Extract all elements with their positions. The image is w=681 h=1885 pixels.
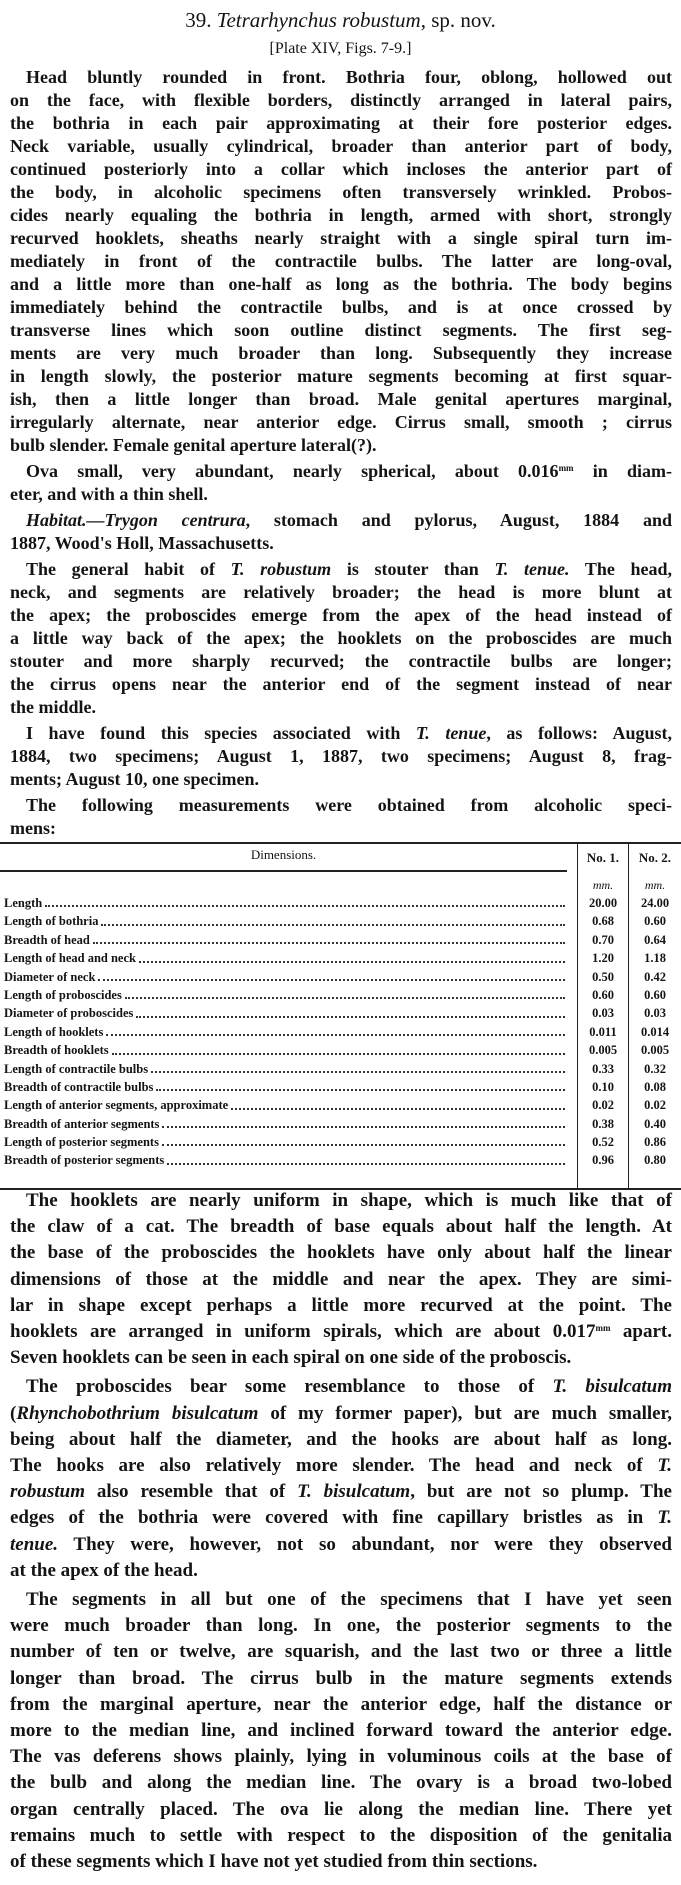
- table-row: [0, 894, 681, 912]
- text-run: the body, in alcoholic specimens often transversely wrinkled. Probos-: [10, 182, 672, 202]
- text-line: [10, 460, 672, 483]
- text-line: [10, 135, 672, 158]
- value-no1: 0.02: [577, 1096, 628, 1114]
- text-line: [10, 1345, 672, 1371]
- dot-leader: [167, 1151, 565, 1164]
- value-no1: 0.005: [577, 1041, 628, 1059]
- text-run: Seven hooklets can be seen in each spiral on one side of the proboscis.: [10, 1347, 572, 1369]
- dimension-label: Length of proboscides: [4, 987, 122, 1002]
- header-dimensions: Dimensions.: [0, 844, 567, 872]
- value-no2: 24.00: [628, 894, 681, 912]
- value-no2: 0.40: [628, 1115, 681, 1133]
- dimension-label: Length of posterior segments: [4, 1135, 159, 1150]
- text-line: [10, 650, 672, 673]
- text-line: [10, 319, 672, 342]
- text-line: [10, 273, 672, 296]
- table-row: [0, 931, 681, 949]
- text-run: ments; August 10, one specimen.: [10, 769, 260, 789]
- units-row: [0, 872, 681, 894]
- text-line: [10, 66, 672, 89]
- unit-no2: mm.: [628, 872, 681, 894]
- text-run: stouter and more sharply recurved; the contractile bulbs are longer;: [10, 651, 672, 671]
- value-no1: 0.38: [577, 1115, 628, 1133]
- value-no1: 0.011: [577, 1023, 628, 1041]
- unit-superscript: mm: [558, 463, 574, 473]
- table-row: [0, 1004, 681, 1022]
- text-run: 1884, two specimens; August 1, 1887, two specimens; August 8, frag-: [10, 746, 672, 766]
- value-no1: 0.96: [577, 1151, 628, 1169]
- text-run: hooklets are arranged in uniform spirals, which are about 0.017: [10, 1321, 596, 1343]
- text-line: [10, 1293, 672, 1319]
- text-run: The head,: [569, 559, 672, 579]
- dot-leader: [162, 1115, 565, 1128]
- dimension-label: Length of anterior segments, approximate: [4, 1098, 229, 1113]
- text-run: The proboscides bear some resemblance to those of: [26, 1376, 553, 1398]
- value-no2: 0.03: [628, 1004, 681, 1022]
- text-line: [10, 411, 672, 434]
- italic-text: T. tenue: [415, 723, 487, 743]
- text-run: I have found this species associated with: [26, 723, 416, 743]
- plate-reference: [Plate XIV, Figs. 7-9.]: [269, 40, 412, 57]
- paragraph: [10, 66, 672, 457]
- value-no2: 0.32: [628, 1060, 681, 1078]
- table-row: [0, 1023, 681, 1041]
- text-run: the base of the proboscides the hooklets have only about half the linear: [10, 1242, 672, 1264]
- unit-no1: mm.: [577, 872, 628, 894]
- text-line: [10, 1718, 672, 1744]
- text-run: mediately in front of the contractile bulbs. The latter are long-oval,: [10, 251, 672, 271]
- text-run: The vas deferens shows plainly, lying in voluminous coils at the base of: [10, 1746, 672, 1768]
- value-no1: 0.50: [577, 968, 628, 986]
- text-line: [10, 1639, 672, 1665]
- text-line: [10, 1214, 672, 1240]
- text-line: [10, 1692, 672, 1718]
- dimension-label: Breadth of anterior segments: [4, 1116, 160, 1131]
- text-line: [10, 509, 672, 532]
- text-line: [10, 1374, 672, 1400]
- paragraph: [10, 1188, 672, 1371]
- text-run: dimensions of those at the middle and near the apex. They are simi-: [10, 1268, 672, 1290]
- value-no2: 0.60: [628, 912, 681, 930]
- text-run: being about half the diameter, and the hooks are about half as long.: [10, 1428, 672, 1450]
- paragraph: [10, 509, 672, 555]
- text-run: edges of the bothria were covered with fine capillary bristles as in: [10, 1507, 658, 1529]
- table-row: [0, 1133, 681, 1151]
- paragraph: [10, 558, 672, 719]
- table-row: [0, 1060, 681, 1078]
- paragraph: [10, 1587, 672, 1875]
- value-no2: 1.18: [628, 949, 681, 967]
- text-line: [10, 1479, 672, 1505]
- text-run: the apex; the proboscides emerge from the apex of the head instead of: [10, 605, 672, 625]
- paragraph: [10, 1374, 672, 1584]
- text-line: [10, 604, 672, 627]
- text-run: the bulb and along the median line. The ovary is a broad two-lobed: [10, 1772, 672, 1794]
- text-line: [10, 817, 672, 840]
- table-row: [0, 1096, 681, 1114]
- italic-text: T. bisulcatum: [297, 1481, 411, 1503]
- text-run: mens:: [10, 818, 56, 838]
- table-header: [0, 844, 681, 872]
- value-no2: 0.014: [628, 1023, 681, 1041]
- italic-text: T.: [657, 1455, 672, 1477]
- text-line: [10, 1505, 672, 1531]
- text-line: [10, 1267, 672, 1293]
- header-no2: No. 2.: [628, 844, 681, 872]
- text-run: continued posteriorly into a collar which incloses the anterior part of: [10, 159, 672, 179]
- text-run: The segments in all but one of the specimens that I have yet seen: [26, 1589, 672, 1611]
- dot-leader: [162, 1133, 565, 1146]
- text-line: [10, 250, 672, 273]
- text-line: [10, 768, 672, 791]
- value-no1: 0.68: [577, 912, 628, 930]
- paragraph: [10, 722, 672, 791]
- text-line: [10, 1188, 672, 1214]
- dimension-label: Length: [4, 896, 43, 910]
- text-run: on the face, with flexible borders, distinctly arranged in lateral pairs,: [10, 90, 672, 110]
- text-run: the middle.: [10, 697, 97, 717]
- text-run: longer than broad. The cirrus bulb in the mature segments extends: [10, 1667, 672, 1689]
- text-run: were much broader than long. In one, the posterior segments to the: [10, 1615, 672, 1637]
- dot-leader: [139, 949, 565, 962]
- text-run: bulb slender. Female genital aperture lateral(?).: [10, 435, 377, 455]
- text-run: Ova small, very abundant, nearly spherical, about 0.016: [26, 461, 559, 481]
- text-run: , stomach and pylorus, August, 1884 and: [245, 510, 672, 530]
- unit-superscript: mm: [595, 1323, 611, 1334]
- species-name: Tetrarhynchus robustum: [216, 8, 421, 32]
- table-row: [0, 968, 681, 986]
- table-row: [0, 1115, 681, 1133]
- value-no2: 0.005: [628, 1041, 681, 1059]
- text-line: [10, 296, 672, 319]
- text-line: [10, 89, 672, 112]
- table-row: [0, 1078, 681, 1096]
- text-line: [10, 1797, 672, 1823]
- text-line: [10, 1532, 672, 1558]
- paragraph: [10, 794, 672, 840]
- dimension-label: Length of head and neck: [4, 951, 136, 966]
- text-line: [10, 204, 672, 227]
- text-run: a little way back of the apex; the hooklets on the proboscides are much: [10, 628, 672, 648]
- text-line: [10, 1427, 672, 1453]
- text-run: of these segments which I have not yet studied from thin sections.: [10, 1851, 538, 1873]
- value-no2: 0.86: [628, 1133, 681, 1151]
- dot-leader: [125, 986, 565, 999]
- value-no2: 0.42: [628, 968, 681, 986]
- text-line: [10, 532, 672, 555]
- text-run: in diam-: [573, 461, 673, 481]
- text-line: [10, 1240, 672, 1266]
- value-no1: 0.33: [577, 1060, 628, 1078]
- italic-text: T.: [657, 1507, 672, 1529]
- text-line: [10, 1587, 672, 1613]
- text-run: remains much to settle with respect to the disposition of the genitalia: [10, 1824, 672, 1846]
- text-run: 1887, Wood's Holl, Massachusetts.: [10, 533, 274, 553]
- text-run: organ centrally placed. The ova lie along the median line. There yet: [10, 1798, 672, 1820]
- text-run: (: [10, 1402, 17, 1424]
- dot-leader: [98, 968, 565, 981]
- text-run: more to the median line, and inclined forward toward the anterior edge.: [10, 1720, 672, 1742]
- text-run: apart.: [610, 1321, 673, 1343]
- text-run: ish, then a little longer than broad. Male genital apertures marginal,: [10, 389, 672, 409]
- dimension-label: Breadth of posterior segments: [4, 1153, 165, 1168]
- species-number: 39.: [185, 8, 212, 32]
- text-line: [10, 1770, 672, 1796]
- paragraph: [10, 460, 672, 506]
- italic-text: Habitat.—Trygon centrura: [26, 510, 246, 530]
- measurements-table: [0, 842, 681, 1190]
- text-run: The hooklets are nearly uniform in shape, which is much like that of: [26, 1190, 672, 1211]
- text-run: The following measurements were obtained from alcoholic speci-: [26, 795, 672, 815]
- text-run: transverse lines which soon outline distinct segments. The first seg-: [10, 320, 672, 340]
- text-run: the bothria in each pair approximating at their fore posterior edges.: [10, 113, 672, 133]
- text-run: is stouter than: [331, 559, 495, 579]
- text-line: [10, 745, 672, 768]
- dimension-label: Length of hooklets: [4, 1024, 104, 1039]
- text-line: [10, 388, 672, 411]
- dimension-label: Breadth of contractile bulbs: [4, 1079, 154, 1094]
- text-run: the claw of a cat. The breadth of base equals about half the length. At: [10, 1216, 672, 1238]
- text-line: [10, 158, 672, 181]
- dot-leader: [93, 931, 565, 944]
- value-no1: 1.20: [577, 949, 628, 967]
- text-line: [10, 581, 672, 604]
- text-run: , but are not so plump. The: [410, 1481, 672, 1503]
- text-run: Neck variable, usually cylindrical, broader than anterior part of body,: [10, 136, 672, 156]
- text-line: [10, 1744, 672, 1770]
- dimension-label: Diameter of neck: [4, 969, 96, 984]
- dimension-label: Length of bothria: [4, 914, 99, 929]
- dot-leader: [156, 1078, 565, 1091]
- dot-leader: [231, 1096, 565, 1109]
- text-line: [10, 1401, 672, 1427]
- species-heading: [0, 6, 681, 34]
- value-no2: 0.60: [628, 986, 681, 1004]
- text-run: of my former paper), but are much smaller,: [258, 1402, 673, 1424]
- text-run: neck, and segments are relatively broader; the head is more blunt at: [10, 582, 672, 602]
- text-run: at the apex of the head.: [10, 1559, 198, 1581]
- value-no2: 0.02: [628, 1096, 681, 1114]
- header-no1: No. 1.: [577, 844, 628, 872]
- text-line: [10, 1558, 672, 1584]
- text-line: [10, 1849, 672, 1875]
- discussion-text: [10, 1188, 672, 1875]
- italic-text: T. robustum: [230, 559, 332, 579]
- text-line: [10, 722, 672, 745]
- italic-text: tenue.: [10, 1533, 59, 1555]
- value-no2: 0.64: [628, 931, 681, 949]
- text-line: [10, 1613, 672, 1639]
- text-line: [10, 483, 672, 506]
- text-line: [10, 365, 672, 388]
- value-no2: 0.80: [628, 1151, 681, 1169]
- table-row: [0, 1041, 681, 1059]
- text-run: the cirrus opens near the anterior end of the segment instead of near: [10, 674, 672, 694]
- text-line: [10, 627, 672, 650]
- text-run: also resemble that of: [84, 1481, 298, 1503]
- text-run: Head bluntly rounded in front. Bothria four, oblong, hollowed out: [26, 67, 672, 87]
- dot-leader: [101, 912, 565, 925]
- text-line: [10, 112, 672, 135]
- table-row: [0, 1151, 681, 1169]
- dimension-label: Breadth of head: [4, 932, 90, 947]
- table-row: [0, 912, 681, 930]
- value-no1: 0.10: [577, 1078, 628, 1096]
- value-no1: 0.60: [577, 986, 628, 1004]
- text-run: recurved hooklets, sheaths nearly straight with a single spiral turn im-: [10, 228, 672, 248]
- value-no1: 0.70: [577, 931, 628, 949]
- text-run: ments are very much broader than long. Subsequently they increase: [10, 343, 672, 363]
- value-no2: 0.08: [628, 1078, 681, 1096]
- text-run: irregularly alternate, near anterior edge. Cirrus small, smooth ; cirrus: [10, 412, 672, 432]
- dot-leader: [106, 1023, 565, 1036]
- italic-text: T. bisulcatum: [552, 1376, 672, 1398]
- dot-leader: [45, 894, 565, 907]
- text-run: The general habit of: [26, 559, 231, 579]
- table-body: [0, 894, 681, 1170]
- text-line: [10, 434, 672, 457]
- text-run: and a little more than one-half as long as the bothria. The body begins: [10, 274, 672, 294]
- text-line: [10, 181, 672, 204]
- table-row: [0, 949, 681, 967]
- text-line: [10, 1666, 672, 1692]
- text-run: cides nearly equaling the bothria in length, armed with short, strongly: [10, 205, 672, 225]
- text-run: number of ten or twelve, are squarish, and the last two or three a little: [10, 1641, 672, 1663]
- text-run: in length slowly, the posterior mature segments becoming at first squar-: [10, 366, 672, 386]
- text-run: They were, however, not so abundant, nor were they observed: [58, 1533, 672, 1555]
- dot-leader: [112, 1041, 565, 1054]
- dot-leader: [151, 1060, 565, 1073]
- text-line: [10, 673, 672, 696]
- text-run: lar in shape except perhaps a little more recurved at the point. The: [10, 1294, 672, 1316]
- value-no1: 0.52: [577, 1133, 628, 1151]
- text-line: [10, 227, 672, 250]
- text-line: [10, 794, 672, 817]
- text-line: [10, 1319, 672, 1345]
- text-line: [10, 696, 672, 719]
- text-line: [10, 342, 672, 365]
- dimension-label: Diameter of proboscides: [4, 1006, 134, 1021]
- text-run: eter, and with a thin shell.: [10, 484, 208, 504]
- dimension-label: Breadth of hooklets: [4, 1043, 109, 1058]
- text-line: [10, 1823, 672, 1849]
- text-run: from the marginal aperture, near the anterior edge, half the distance or: [10, 1693, 672, 1715]
- text-run: , as follows: August,: [486, 723, 673, 743]
- value-no1: 20.00: [577, 894, 628, 912]
- text-line: [10, 558, 672, 581]
- table-row: [0, 986, 681, 1004]
- description-text: [10, 66, 672, 840]
- text-line: [10, 1453, 672, 1479]
- italic-text: T. tenue.: [494, 559, 570, 579]
- text-run: The hooks are also relatively more slender. The head and neck of: [10, 1455, 658, 1477]
- text-run: immediately behind the contractile bulbs, and is at once crossed by: [10, 297, 672, 317]
- italic-text: robustum: [10, 1481, 85, 1503]
- value-no1: 0.03: [577, 1004, 628, 1022]
- italic-text: Rhynchobothrium bisulcatum: [16, 1402, 259, 1424]
- dimension-label: Length of contractile bulbs: [4, 1061, 149, 1076]
- dot-leader: [136, 1004, 565, 1017]
- species-suffix: , sp. nov.: [420, 8, 496, 32]
